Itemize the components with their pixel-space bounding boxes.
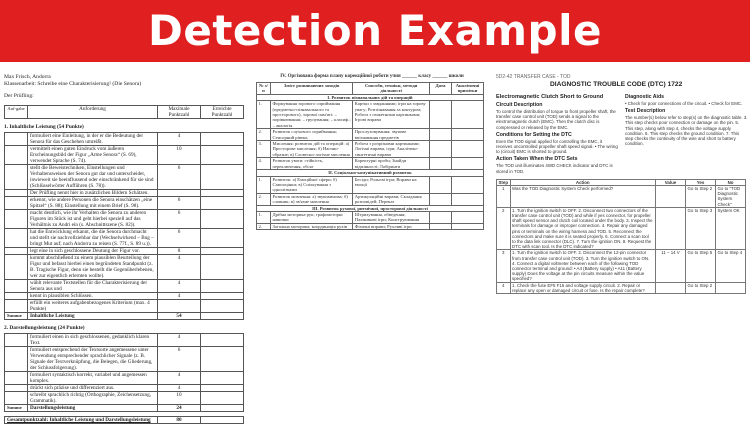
doc3-col-action: Action xyxy=(510,179,655,185)
title-banner xyxy=(0,0,750,62)
doc1-s2-requirement-cell: formuliert einen in sich geschlossenen, gedanklich klaren Text. xyxy=(28,334,158,347)
doc3-col-value: Value xyxy=(656,179,686,185)
doc1-s1-achieved-cell xyxy=(201,146,244,165)
doc1-s2-total-achieved xyxy=(201,405,244,412)
doc2-col-methods: Способи, техніки, методи діяльності xyxy=(353,83,430,95)
doc1-s2-task-cell xyxy=(5,334,28,347)
doc3-text-columns xyxy=(496,92,748,176)
doc1-s1-task-cell xyxy=(5,280,28,293)
banner-title: Detection Example xyxy=(148,6,602,55)
doc1-s1-task-cell xyxy=(5,146,28,165)
table-row xyxy=(5,372,244,385)
doc3-cell-value: 11 – 14 V xyxy=(656,250,686,282)
doc2-cell-e xyxy=(452,141,484,158)
doc1-s2-achieved-cell xyxy=(201,392,244,405)
doc2-section-heading: ІІ. Соціально-комунікативний розвиток xyxy=(257,170,484,176)
doc1-s1-max-points-cell: 6 xyxy=(158,197,201,210)
doc1-s1-achieved-cell xyxy=(201,165,244,190)
doc2-col-number: № з/п xyxy=(257,83,271,95)
table-row xyxy=(5,133,244,146)
doc1-s2-requirement-cell: formuliert syntaktisch korrekt, variabel und angemessen komplex. xyxy=(28,372,158,385)
doc2-title: IV. Оргiзована форма плану корекційної роботи учня ______ класу ______ школи xyxy=(280,74,464,79)
table-row xyxy=(257,193,484,205)
doc3-left-p2: The TOD unit illuminates 4WD CHECK indicator and DTC is stored in TOD. xyxy=(496,163,613,174)
doc1-s1-task-cell xyxy=(5,165,28,190)
doc1-s2-task-cell xyxy=(5,372,28,385)
doc2-col-notes: Аналітичні примітки xyxy=(452,83,484,95)
doc1-grand-total-achieved xyxy=(201,417,244,424)
doc3-left-h2: Action Taken When the DTC Sets xyxy=(496,156,578,163)
doc1-s2-total-label: Summe xyxy=(5,405,28,412)
doc1-s2-task-cell xyxy=(5,392,28,405)
doc2-cell-a: Мислення: розвиток дій та операцій: а) Просторове мислення; б) Наочно-образне; в) Словесно-логічне мислення xyxy=(271,141,353,158)
doc1-s1-achieved-cell xyxy=(201,197,244,210)
doc1-s1-max-points-cell xyxy=(158,300,201,313)
doc3-right-column xyxy=(625,92,748,176)
doc1-s1-requirement-cell: legt eine in sich geschlossene Deutung der Figur vor. xyxy=(28,248,158,255)
doc3-right-h0: Diagnostic Aids xyxy=(625,94,665,100)
doc1-s1-requirement-cell: vermittelt einen guten Eindruck vom äußeren Erscheinungsbild der Figur „Arme Senora“ (S. 69), verwendet Sprache (S. 74). xyxy=(28,146,158,165)
doc2-cell-n: 4. xyxy=(257,158,271,170)
doc3-cell-step: 2 xyxy=(497,207,511,250)
doc2-cell-d xyxy=(430,193,452,205)
doc1-s1-max-points-cell: 6 xyxy=(158,165,201,190)
doc2-cell-e xyxy=(452,158,484,170)
doc2-cell-d xyxy=(430,223,452,229)
doc1-section2-title: 2. Darstellungsleistung (24 Punkte) xyxy=(4,325,85,331)
doc1-s2-requirement-cell: drückt sich präzise und differenziert aus. xyxy=(28,385,158,392)
doc1-s1-achieved-cell xyxy=(201,300,244,313)
doc1-s1-task-cell xyxy=(5,255,28,280)
doc1-section2-total xyxy=(5,405,244,412)
doc3-diagnostic-table xyxy=(496,179,746,294)
doc1-s1-task-cell xyxy=(5,293,28,300)
doc1-section1-title: 1. Inhaltliche Leistung (54 Punkte) xyxy=(4,124,84,130)
doc3-cell-yes: Go to Step 2 xyxy=(686,282,716,293)
doc2-cell-n: 1. xyxy=(257,176,271,193)
doc1-col-requirement: Anforderung xyxy=(28,106,158,119)
doc1-s1-task-cell xyxy=(5,210,28,229)
doc1-s2-achieved-cell xyxy=(201,385,244,392)
doc1-s1-requirement-cell: kennt in plausiblen Schlüssen. xyxy=(28,293,158,300)
doc3-cell-value xyxy=(656,207,686,250)
doc1-s2-max-points-cell: 6 xyxy=(158,347,201,372)
doc3-cell-no xyxy=(716,282,746,293)
doc2-cell-d xyxy=(430,141,452,158)
doc1-s2-achieved-cell xyxy=(201,372,244,385)
doc1-s1-max-points-cell: 4 xyxy=(158,280,201,293)
doc3-cell-action: 1. Turn the ignition switch to OFF. 2. Disconnect the 12-pin connector from transfer case control unit (TOD). 3. Turn the ignition switch to ON. 4. Connect a digital voltmeter between each of the following TOD connector terminal and ground: • A4 (Battery supply) • A11 (Battery supply) Does the voltage at the pin circuits measure within the value specified? xyxy=(510,250,655,282)
doc1-s2-total-points: 24 xyxy=(158,405,201,412)
doc1-s1-achieved-cell xyxy=(201,280,244,293)
doc1-s1-requirement-cell: Der Prüfling nennt hier in zusätzlichen Bildern Schätzen. xyxy=(28,190,158,197)
doc2-cell-d xyxy=(430,129,452,141)
table-row xyxy=(5,385,244,392)
doc2-cell-a: Формування зорового сприймання (предметно-пізнавального та просторового), зорової пам'яті: – порівнювання; – групування; – класиф.; – аналогія xyxy=(271,101,353,129)
doc1-section1-total xyxy=(5,313,244,320)
doc3-cell-value xyxy=(656,282,686,293)
doc1-s1-task-cell xyxy=(5,248,28,255)
doc2-cell-a: Розвиток уваги: стійкість, переключення, обсяг xyxy=(271,158,353,170)
table-row xyxy=(5,248,244,255)
table-row xyxy=(5,392,244,405)
doc1-s2-task-cell xyxy=(5,347,28,372)
doc2-cell-e xyxy=(452,193,484,205)
doc1-s2-task-cell xyxy=(5,385,28,392)
doc1-s1-max-points-cell: 4 xyxy=(158,133,201,146)
doc2-cell-n: 1. xyxy=(257,211,271,223)
doc1-section1-table xyxy=(4,132,244,320)
table-row xyxy=(5,197,244,210)
doc1-s1-requirement-cell: erkennt, wie andere Personen die Senora einschätzen „eine Spitzel“ (S. 88); Einstellung mit einem Brief (S. 98). xyxy=(28,197,158,210)
doc2-cell-b: Артикуляційні вправи; Складання розповідей; Переказ xyxy=(353,193,430,205)
doc2-cell-n: 2. xyxy=(257,193,271,205)
doc2-cell-b: Прослуховування; звукове впізнавання предметів xyxy=(353,129,430,141)
table-row xyxy=(497,250,746,282)
table-row xyxy=(497,186,746,208)
doc1-col-task: Auf-gabe xyxy=(5,106,28,119)
document-dtc-manual xyxy=(496,74,748,414)
doc1-s1-achieved-cell xyxy=(201,190,244,197)
table-row xyxy=(257,158,484,170)
doc2-cell-b: Картки з завданнями; ігри на зорову увагу; Розпізнавання за контуром; Робота з сюжетними картинками; Ігрові вправи xyxy=(353,101,430,129)
doc1-s1-max-points-cell: 10 xyxy=(158,146,201,165)
doc3-subtitle: Electromagnetic Clutch Short to Ground xyxy=(496,94,604,100)
table-row xyxy=(5,229,244,248)
doc2-cell-n: 3. xyxy=(257,141,271,158)
doc3-left-h0: Circuit Description xyxy=(496,102,543,108)
doc2-cell-n: 2. xyxy=(257,223,271,229)
doc2-cell-a: Розвиток слухового сприймання; Сенсорний рівень xyxy=(271,129,353,141)
doc2-cell-a: Дрібна моторика рук; графомоторні навички xyxy=(271,211,353,223)
doc1-s1-requirement-cell: stellt die Beweistechniken, Einstellungen und Verhaltensweisen der Senora gut dar und unterscheidet, inwieweit sie beeinflussend oder einschränkend für sie sind (Schlüsselwörter Aufführen (S. 78)). xyxy=(28,165,158,190)
doc3-dtc-title: DIAGNOSTIC TROUBLE CODE (DTC) 1722 xyxy=(550,81,683,88)
doc1-section2-table xyxy=(4,333,244,412)
doc1-s1-achieved-cell xyxy=(201,255,244,280)
doc2-cell-d xyxy=(430,101,452,129)
doc1-s1-max-points-cell: 4 xyxy=(158,293,201,300)
doc1-s2-requirement-cell: schreibt sprachlich richtig (Orthographie, Zeichensetzung, Grammatik). xyxy=(28,392,158,405)
doc1-s1-requirement-cell: formuliert eine Einleitung, in der er die Bedeutung der Senora für das Geschehen umreißt. xyxy=(28,133,158,146)
doc3-right-h1: Test Description xyxy=(625,108,666,115)
table-row xyxy=(257,211,484,223)
doc1-grand-total-text: Gesamtpunktzahl: Inhaltliche Leistung und Darstellungsleistung xyxy=(5,417,158,424)
doc1-s1-achieved-cell xyxy=(201,229,244,248)
doc1-s1-requirement-cell: macht deutlich, wie ihr Verhalten die Senora zu anderen Figuren im Stück ist und geht hierbei speziell auf das Verhältnis zu Andri ein (s. Abschnittszene (S. 82)). xyxy=(28,210,158,229)
doc3-right-p0: • Check for poor connections of the circuit. • Check for EMC. xyxy=(625,101,743,106)
doc3-col-no: No xyxy=(716,179,746,185)
doc1-s1-task-cell xyxy=(5,133,28,146)
doc1-s1-max-points-cell: 4 xyxy=(158,255,201,280)
doc1-s1-max-points-cell: 6 xyxy=(158,229,201,248)
table-row xyxy=(5,293,244,300)
doc1-col-achieved: Erreichte Punktzahl xyxy=(201,106,244,119)
doc1-header-line-3: Der Prüfling: xyxy=(4,93,34,99)
doc1-s1-max-points-cell xyxy=(158,190,201,197)
doc1-s2-max-points-cell: 4 xyxy=(158,372,201,385)
doc1-s1-achieved-cell xyxy=(201,133,244,146)
table-row xyxy=(257,101,484,129)
doc2-plan-table xyxy=(256,82,484,230)
table-row xyxy=(5,255,244,280)
doc2-cell-d xyxy=(430,158,452,170)
doc3-cell-action: Was the TOD Diagnostic System Check performed? xyxy=(510,186,655,208)
doc3-page-ref: 5D2-42 TRANSFER CASE - TOD xyxy=(496,74,571,80)
doc1-grand-total xyxy=(4,416,244,424)
doc1-s2-max-points-cell: 4 xyxy=(158,334,201,347)
doc3-left-h1: Conditions for Setting the DTC xyxy=(496,131,572,138)
doc1-s1-requirement-cell: kommt abschließend zu einem plausiblen Beurteilung der Figur und befasst hierbei einen begründeten Standpunkt (z. B. Tragische Figur, denn sie bestellt die Gegenüberlebenen, wer zur eigentlich erlernten wollte). xyxy=(28,255,158,280)
doc1-header-line-1: Max Frisch, Andorra xyxy=(4,74,51,80)
doc1-s2-requirement-cell: formuliert entsprechend der Textsorte angemessene unter Verwendung entsprechender sprachlicher Signale (z. B. Signale der Textverknüpfung, die Belegen, die Gliederung, der Schlussfolgerung). xyxy=(28,347,158,372)
doc1-s1-total-points: 54 xyxy=(158,313,201,320)
doc1-grand-total-points: 80 xyxy=(158,417,201,424)
table-row xyxy=(5,165,244,190)
doc3-cell-action: 1. Turn the ignition switch to OFF. 2. Disconnect two connectors of the transfer case control unit (TOD) and while if yes connector, for propeller shaft speed sensor and clutch coil located under the body. 3. Inspect the terminals for damage or improper connection. 4. Repair any damaged pins or terminals on the wiring harness and TOD. 5. Reconnect the connectors and make sure it is seated properly. 6. Connect a scan tool to the data link connector (DLC). 7. Turn the ignition ON. 8. Request the DTC with scan tool. Is the DTC indicated? xyxy=(510,207,655,250)
doc2-cell-b: Коректурні проби; Знайди відмінності; Лабіринти xyxy=(353,158,430,170)
doc3-cell-no: System OK xyxy=(716,207,746,250)
doc1-s1-requirement-cell: wählt relevante Textstellen für die Charakterisierung der Senora aus und xyxy=(28,280,158,293)
table-row xyxy=(5,280,244,293)
doc1-s1-task-cell xyxy=(5,190,28,197)
doc3-cell-value xyxy=(656,186,686,208)
doc2-cell-a: Розвиток: а) Емоційної сфери; б) Самооцінки; в) Спілкування з однолітками xyxy=(271,176,353,193)
table-row xyxy=(5,347,244,372)
doc1-s1-achieved-cell xyxy=(201,210,244,229)
doc1-s1-task-cell xyxy=(5,197,28,210)
doc2-section-heading: І. Розвиток пізнавальних дiй та операцiй xyxy=(257,94,484,100)
doc3-col-step: Step xyxy=(498,179,509,185)
doc2-cell-b: Бесіди; Рольові ігри; Вправи на емоції xyxy=(353,176,430,193)
doc3-cell-action: 1. Check the fuse EF5 F16 and voltage supply circuit. 2. Repair or replace any open or damaged circuit or fuse. Is the repair complete? xyxy=(510,282,655,293)
doc1-s2-max-points-cell: 4 xyxy=(158,385,201,392)
doc1-s1-total-label: Summe xyxy=(5,313,28,320)
doc2-cell-e xyxy=(452,176,484,193)
doc3-right-p1: The number(s) below refer to step(s) on the diagnostic table. 3. This step checks poor connection or damage on the pin. 5. This step, along with step 4, checks the voltage supply condition. 6. This step checks the ground condition. 7. This step checks the continuity of the wire and short to battery condition. xyxy=(625,115,748,147)
table-row xyxy=(257,141,484,158)
doc3-left-p0: To control the distribution of torque to front propeller shaft, the transfer case control unit (TOD) sends a signal to the electromagnetic clutch (EMC). Then the clutch disc is compressed or released by the EMC. xyxy=(496,109,616,130)
doc3-col-yes: Yes xyxy=(686,179,716,185)
doc1-s1-task-cell xyxy=(5,300,28,313)
doc3-cell-no: Go to "TOD Diagnostic System Check" xyxy=(716,186,746,208)
table-row xyxy=(497,282,746,293)
doc1-header-line-2: Klassenarbeit: Schreibe eine Charakterisierung! (Die Senora) xyxy=(4,81,142,87)
doc1-s1-max-points-cell: 8 xyxy=(158,248,201,255)
table-row xyxy=(257,129,484,141)
table-row xyxy=(5,190,244,197)
doc1-s1-requirement-cell: hat die Entwicklung erkannt, die die Senora durchmacht und stellt sie nachvollziehbar dar (Wechselwirkend – Bug – bringt Mut auf; nach Andorra zu reisen (S. 77f., S. 89 u.)). xyxy=(28,229,158,248)
doc2-cell-e xyxy=(452,129,484,141)
doc3-left-column xyxy=(496,92,619,176)
doc2-cell-n: 1. xyxy=(257,101,271,129)
doc2-cell-e xyxy=(452,223,484,229)
doc2-section-heading: ІІІ. Розвиток рухової, ритмічної, просторової діяльності xyxy=(257,205,484,211)
doc2-cell-d xyxy=(430,211,452,223)
doc2-cell-b: Штрихування, обведення; Пальчикові ігри; Конструювання xyxy=(353,211,430,223)
table-row xyxy=(5,334,244,347)
doc2-cell-b: Робота з розрізними картинками; Логічні вправи, ігри; Аналітико-синтетичні вправи xyxy=(353,141,430,158)
table-row xyxy=(5,210,244,229)
doc2-col-content: Зміст розвиваючих заходів xyxy=(271,83,353,95)
doc1-s1-total-achieved xyxy=(201,313,244,320)
doc1-s1-total-text: Inhaltliche Leistung xyxy=(28,313,158,320)
doc1-s2-total-text: Darstellungsleistung xyxy=(28,405,158,412)
doc2-col-date: Дата xyxy=(430,83,452,95)
doc1-s1-achieved-cell xyxy=(201,248,244,255)
table-row xyxy=(257,223,484,229)
doc1-s2-max-points-cell: 10 xyxy=(158,392,201,405)
doc1-col-max: Maximale Punktzahl xyxy=(158,106,201,119)
doc2-cell-n: 2. xyxy=(257,129,271,141)
doc2-cell-e xyxy=(452,211,484,223)
doc3-cell-step: 4 xyxy=(497,282,511,293)
doc3-cell-yes: Go to Step 2 xyxy=(686,186,716,208)
table-row xyxy=(257,176,484,193)
doc1-s1-max-points-cell: 6 xyxy=(158,210,201,229)
document-german-rubric xyxy=(4,74,248,423)
document-correction-plan xyxy=(256,74,488,414)
table-row xyxy=(497,207,746,250)
doc2-cell-b: Фізичні вправи; Рухливі ігри xyxy=(353,223,430,229)
doc2-cell-d xyxy=(430,176,452,193)
doc1-s1-task-cell xyxy=(5,229,28,248)
table-row xyxy=(5,300,244,313)
table-row xyxy=(5,146,244,165)
doc1-column-header-table xyxy=(4,105,244,119)
doc1-s1-achieved-cell xyxy=(201,293,244,300)
doc2-cell-e xyxy=(452,101,484,129)
doc3-cell-yes: Go to Step 5 xyxy=(686,250,716,282)
doc1-s1-requirement-cell: erfüllt ein weiteres aufgabenbezogenes Kriterium (max. 4 Punkte) xyxy=(28,300,158,313)
doc1-s2-achieved-cell xyxy=(201,334,244,347)
doc3-cell-no: Go to Step 4 xyxy=(716,250,746,282)
doc1-s2-achieved-cell xyxy=(201,347,244,372)
doc3-left-p1: Even the TOD signal applied for controlling the EMC, it receives uncontrolled propeller shaft speed signal. • The wiring to (circuit) EMC is shorted to ground. xyxy=(496,138,618,155)
doc3-cell-step: 3 xyxy=(497,250,511,282)
doc3-cell-step: 1 xyxy=(497,186,511,208)
doc3-cell-yes: Go to Step 3 xyxy=(686,207,716,250)
doc2-cell-a: Розвиток мовлення: а) звуковимова; б) словник; в) зв'язне мовлення xyxy=(271,193,353,205)
doc2-cell-a: Загальна моторика; координація рухів xyxy=(271,223,353,229)
